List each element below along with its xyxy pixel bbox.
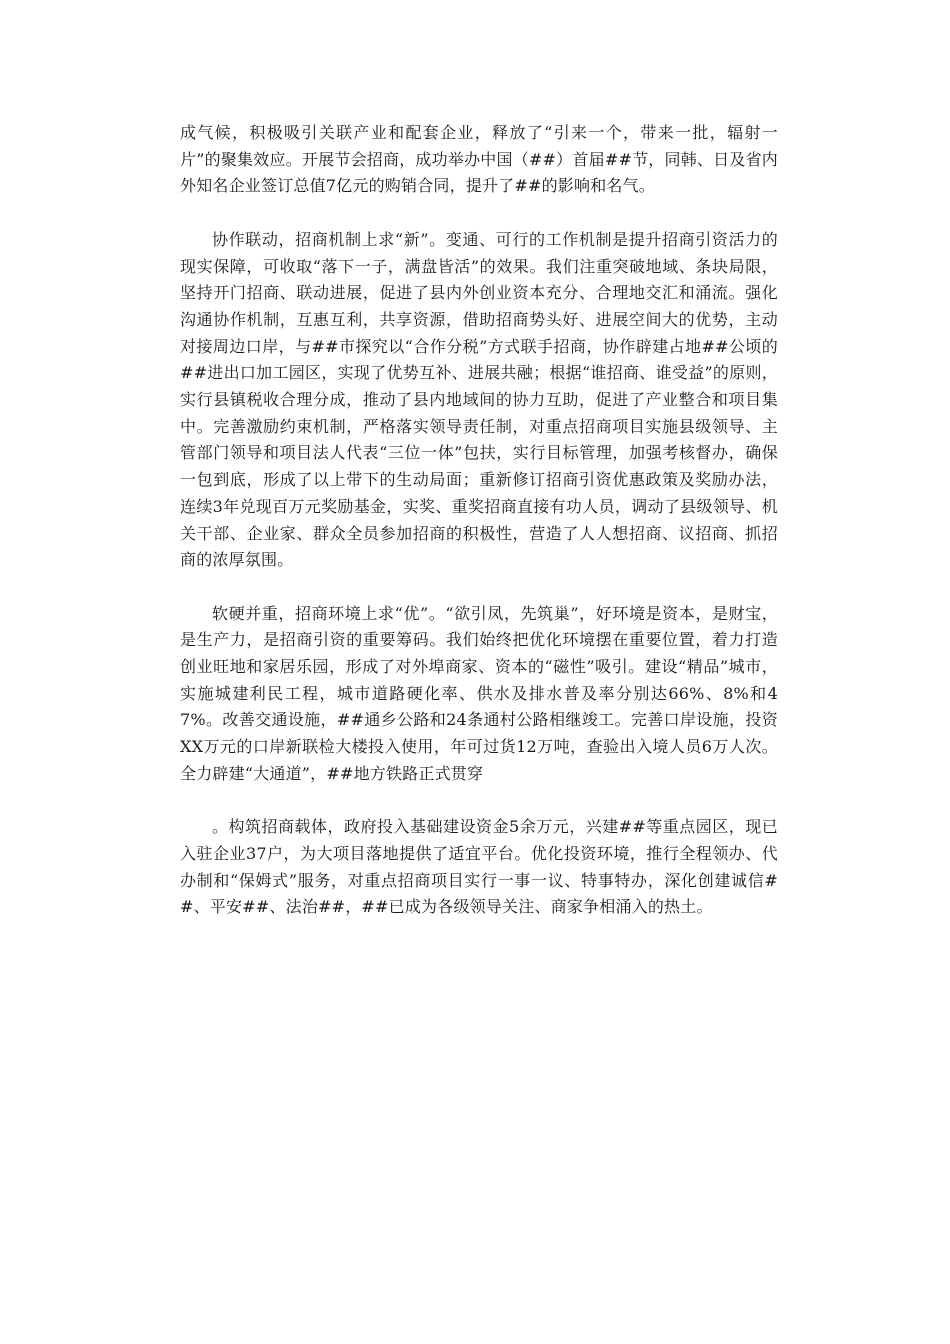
paragraph-4: 。构筑招商载体，政府投入基础建设资金5余万元，兴建##等重点园区，现已入驻企业37户，为大项目落地提供了适宜平台。优化投资环境，推行全程领办、代办制和“保姆式”服务，对重点招商项目实行一事一议、特事特办，深化创建诚信##、平安##、法治##，##已成为各级领导关注、商家争相涌入的热土。 <box>180 817 778 917</box>
paragraph-3: 软硬并重，招商环境上求“优”。“欲引凤，先筑巢”，好环境是资本，是财宝，是生产力，是招商引资的重要筹码。我们始终把优化环境摆在重要位置，着力打造创业旺地和家居乐园，形成了对外埠商家、资本的“磁性”吸引。建设“精品”城市，实施城建利民工程，城市道路硬化率、供水及排水普及率分别达66%、8%和47%。改善交通设施，##通乡公路和24条通村公路相继竣工。完善口岸设施，投资XX万元的口岸新联检大楼投入使用，年可过货12万吨，查验出入境人员6万人次。全力辟建“大通道”，##地方铁路正式贯穿 <box>180 603 778 783</box>
paragraph-2: 协作联动，招商机制上求“新”。变通、可行的工作机制是提升招商引资活力的现实保障，可收取“落下一子，满盘皆活”的效果。我们注重突破地域、条块局限，坚持开门招商、联动进展，促进了县内外创业资本充分、合理地交汇和涌流。强化沟通协作机制，互惠互利，共享资源，借助招商势头好、进展空间大的优势，主动对接周边口岸，与##市探究以“合作分税”方式联手招商，协作辟建占地##公顷的##进出口加工园区，实现了优势互补、进展共融；根据“谁招商、谁受益”的原则，实行县镇税收合理分成，推动了县内地域间的协力互助，促进了产业整合和项目集中。完善激励约束机制，严格落实领导责任制，对重点招商项目实施县级领导、主管部门领导和项目法人代表“三位一体”包扶，实行目标管理，加强考核督办，确保一包到底，形成了以上带下的生动局面；重新修订招商引资优惠政策及奖励办法，连续3年兑现百万元奖励基金，实奖、重奖招商直接有功人员，调动了县级领导、机关干部、企业家、群众全员参加招商的积极性，营造了人人想招商、议招商、抓招商的浓厚氛围。 <box>180 229 778 570</box>
document-body <box>180 120 778 948</box>
paragraph-1: 成气候，积极吸引关联产业和配套企业，释放了“引来一个，带来一批，辐射一片”的聚集效应。开展节会招商，成功举办中国（##）首届##节，同韩、日及省内外知名企业签订总值7亿元的购销合同，提升了##的影响和名气。 <box>180 123 778 196</box>
